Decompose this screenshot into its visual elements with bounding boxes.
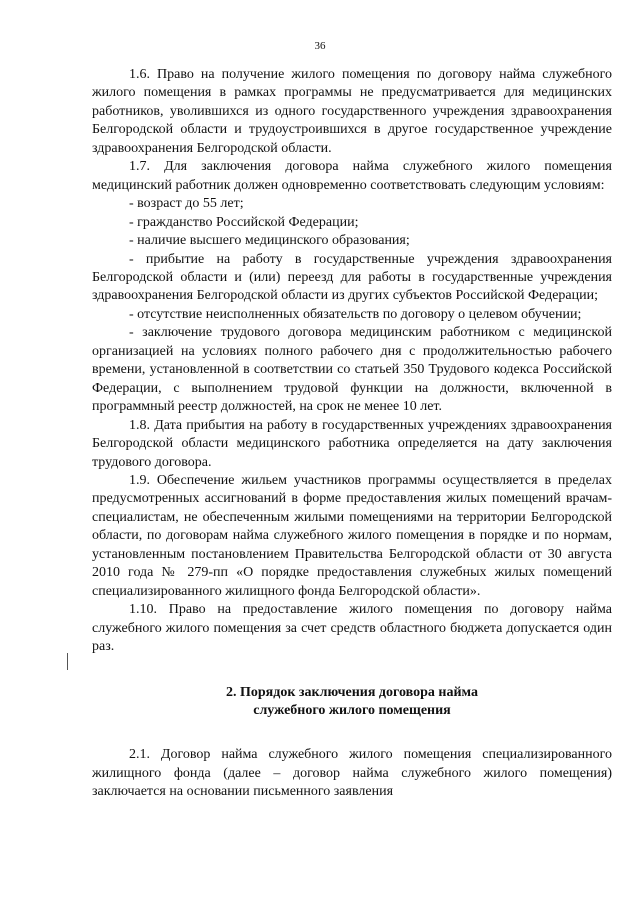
paragraph-1-8: 1.8. Дата прибытия на работу в государственных учреждениях здравоохранения Белгородской области медицинского работника определяется на дату заключения трудового договора. [92,417,612,470]
section-heading-line-1: 2. Порядок заключения договора найма [226,684,478,700]
paragraph-1-10: 1.10. Право на предоставление жилого помещения по договору найма служебного жилого помещения за счет средств областного бюджета допускается один раз. [92,602,612,655]
spacer [92,657,612,684]
condition-labor-contract: - заключение трудового договора медицинским работником с медицинской организацией на условиях полного рабочего дня с продолжительностью рабочего времени, установленной в соответствии со статьей 350 Трудового кодекса Российской Федерации, с выполнением трудовой функции на должности, включенной в программный реестр должностей, на срок не менее 10 лет. [92,325,612,415]
condition-education: - наличие высшего медицинского образования; [129,233,410,249]
paragraph-1-6: 1.6. Право на получение жилого помещения по договору найма служебного жилого помещения в рамках программы не предусматривается для медицинских работников, уволившихся из одного государственного учреждения здравоохранения Белгородской области и трудоустроившихся в другое государственное учреждение здравоохранения Белгородской области. [92,67,612,156]
document-body [92,66,612,802]
page-number: 36 [314,40,326,52]
spacer [92,720,612,746]
paragraph-2-1: 2.1. Договор найма служебного жилого помещения специализированного жилищного фонда (далее – договор найма служебного жилого помещения) заключается на основании письменного заявления [92,747,612,800]
condition-arrival: - прибытие на работу в государственные учреждения здравоохранения Белгородской области и (или) переезд для работы в государственные учреждения здравоохранения Белгородской области из других субъектов Российской Федерации; [92,251,612,304]
condition-age: - возраст до 55 лет; [129,196,244,212]
condition-no-obligations: - отсутствие неисполненных обязательств по договору о целевом обучении; [129,306,582,322]
margin-mark [67,653,68,670]
condition-citizenship: - гражданство Российской Федерации; [129,214,359,230]
paragraph-1-9: 1.9. Обеспечение жильем участников программы осуществляется в пределах предусмотренных ассигнований в форме предоставления жилых помещений врачам-специалистам, не обеспеченным жилыми помещениями на территории Белгородской области, по договорам найма служебного жилого помещения в порядке и по нормам, установленным постановлением Правительства Белгородской области от 30 августа 2010 года № 279-пп «О порядке предоставления служебных жилых помещений специализированного жилищного фонда Белгородской области». [92,472,612,599]
paragraph-1-7: 1.7. Для заключения договора найма служебного жилого помещения медицинский работник должен одновременно соответствовать следующим условиям: [92,159,612,193]
section-heading-line-2: служебного жилого помещения [253,702,451,718]
